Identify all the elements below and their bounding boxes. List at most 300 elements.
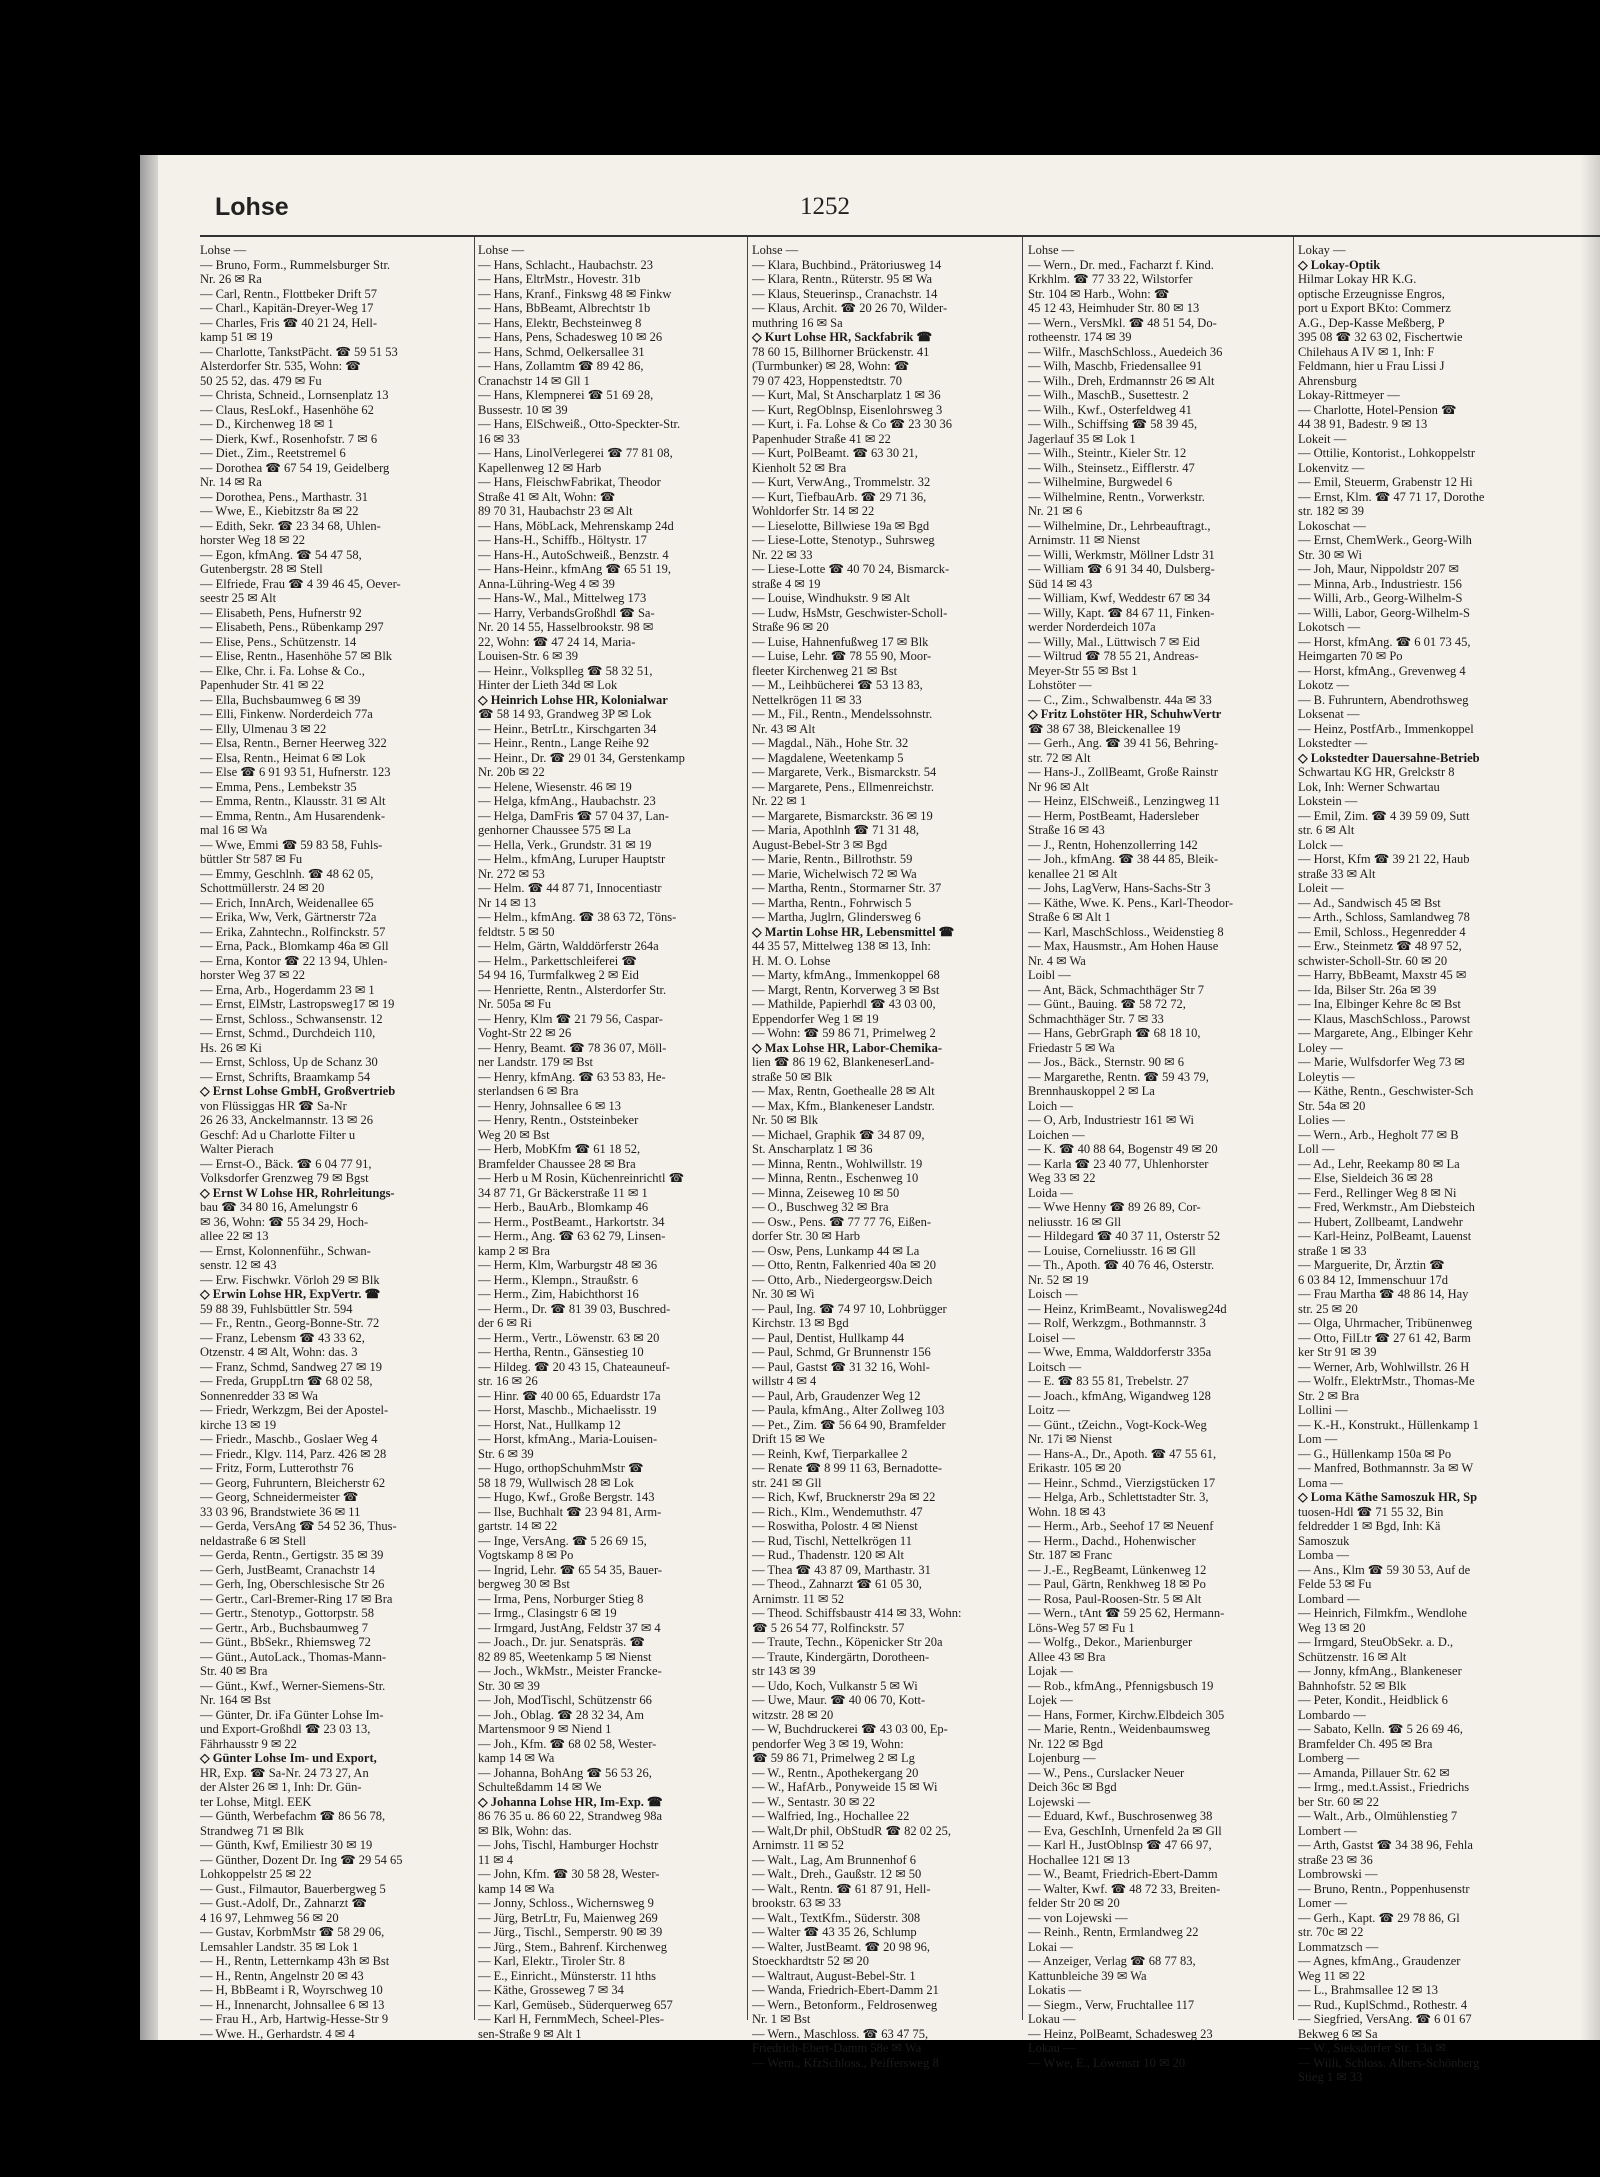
- directory-entry: — Heinrich, Filmkfm., Wendlohe: [1298, 1606, 1467, 1620]
- directory-entry: — Henry, Johnsallee 6 ✉ 13: [478, 1098, 621, 1113]
- directory-entry: — Herm., Ang. ☎ 63 62 79, Linsen-: [478, 1229, 666, 1243]
- directory-entry: Nr. 20 14 55, Hasselbrookstr. 98 ✉: [478, 620, 654, 634]
- directory-entry: str. 241 ✉ Gll: [752, 1475, 822, 1490]
- directory-entry: — William ☎ 6 91 34 40, Dulsberg-: [1028, 562, 1215, 576]
- directory-entry: 26 26 33, Anckelmannstr. 13 ✉ 26: [200, 1113, 373, 1127]
- directory-entry: — Klaus, Archit. ☎ 20 26 70, Wilder-: [752, 301, 948, 315]
- directory-entry: — Willi, Labor, Georg-Wilhelm-S: [1298, 605, 1470, 620]
- directory-entry: — Rob., kfmAng., Pfennigsbusch 19: [1028, 1678, 1214, 1693]
- directory-entry: — Joh, ModTischl, Schützenstr 66: [478, 1693, 652, 1707]
- directory-entry: — Magdalene, Weetenkamp 5: [752, 750, 904, 765]
- directory-entry: — Freda, GruppLtrn ☎ 68 02 58,: [200, 1374, 373, 1388]
- directory-entry: — Erw., Steinmetz ☎ 48 97 52,: [1298, 939, 1462, 953]
- directory-entry: ☎ 38 67 38, Bleickenallee 19: [1028, 721, 1181, 736]
- directory-entry: Nr. 17i ✉ Nienst: [1028, 1432, 1113, 1446]
- directory-entry: — Wilhelmine, Burgwedel 6: [1028, 475, 1173, 489]
- directory-entry: Gutenbergstr. 28 ✉ Stell: [200, 562, 323, 576]
- directory-entry: Str. 6 ✉ 39: [478, 1446, 534, 1461]
- surname-heading: Lokoschat —: [1298, 518, 1366, 533]
- directory-entry: — Hans, LinolVerlegerei ☎ 77 81 08,: [478, 446, 673, 460]
- directory-entry: — Elly, Ulmenau 3 ✉ 22: [200, 721, 327, 736]
- directory-entry: Nr. 122 ✉ Bgd: [1028, 1736, 1104, 1751]
- directory-entry: — Gertr., Carl-Bremer-Ring 17 ✉ Bra: [200, 1591, 393, 1606]
- directory-entry: — Waltraut, August-Bebel-Str. 1: [752, 1968, 916, 1983]
- directory-entry: Nr. 43 ✉ Alt: [752, 721, 816, 736]
- directory-entry: straße 1 ✉ 33: [1298, 1243, 1367, 1258]
- directory-entry: — Walter ☎ 43 35 26, Schlump: [752, 1925, 917, 1939]
- directory-entry: — Kurt, i. Fa. Lohse & Co ☎ 23 30 36: [752, 417, 952, 431]
- directory-entry: Fährhausstr 9 ✉ 22: [200, 1736, 297, 1751]
- directory-entry: Nr. 21 ✉ 6: [1028, 504, 1083, 518]
- directory-entry: Str. 40 ✉ Bra: [200, 1664, 268, 1678]
- directory-entry: — Günth, Werbefachm ☎ 86 56 78,: [200, 1809, 386, 1823]
- directory-entry: — Traute, Techn., Köpenicker Str 20a: [752, 1635, 943, 1649]
- directory-entry: — Else, Sieldeich 36 ✉ 28: [1298, 1171, 1433, 1185]
- directory-entry: — Friedr, Werkzgm, Bei der Apostel-: [200, 1403, 389, 1417]
- directory-entry: Meyer-Str 55 ✉ Bst 1: [1028, 663, 1138, 678]
- directory-entry: fleeter Kirchenweg 21 ✉ Bst: [752, 663, 898, 678]
- directory-entry: 395 08 ☎ 32 63 02, Fischertwie: [1298, 330, 1463, 344]
- directory-entry: — Elsa, Rentn., Berner Heerweg 322: [200, 736, 387, 750]
- directory-entry: — Käthe, Rentn., Geschwister-Sch: [1298, 1084, 1474, 1098]
- running-title: Lohse: [215, 193, 289, 221]
- directory-entry: — Franz, Lebensm ☎ 43 33 62,: [200, 1330, 365, 1345]
- directory-entry: — Theod. Schiffsbaustr 414 ✉ 33, Wohn:: [752, 1606, 962, 1620]
- directory-entry: pendorfer Weg 3 ✉ 19, Wohn:: [752, 1736, 904, 1751]
- directory-entry: — Hans, FleischwFabrikat, Theodor: [478, 475, 661, 489]
- directory-entry: — Paul, Gärtn, Renkhweg 18 ✉ Po: [1028, 1577, 1206, 1591]
- directory-entry: brookstr. 63 ✉ 33: [752, 1896, 841, 1910]
- directory-entry: — Hildeg. ☎ 20 43 15, Chateauneuf-: [478, 1359, 670, 1374]
- directory-entry: — Renate ☎ 8 99 11 63, Bernadotte-: [752, 1461, 943, 1475]
- directory-entry: ☎ 58 14 93, Grandweg 3P ✉ Lok: [478, 707, 652, 721]
- directory-entry: — L., Brahmsallee 12 ✉ 13: [1298, 1983, 1438, 1997]
- directory-entry: Felde 53 ✉ Fu: [1298, 1577, 1372, 1591]
- directory-entry: — Wolfg., Dekor., Marienburger: [1028, 1635, 1193, 1649]
- directory-entry: ✉ 36, Wohn: ☎ 55 34 29, Hoch-: [200, 1214, 369, 1229]
- directory-entry: — Walt., Arb., Olmühlenstieg 7: [1298, 1809, 1458, 1823]
- directory-entry: — Ad., Sandwisch 45 ✉ Bst: [1298, 895, 1441, 910]
- directory-entry: Str. 54a ✉ 20: [1298, 1098, 1366, 1113]
- directory-entry: Kirchstr. 13 ✉ Bgd: [752, 1316, 849, 1330]
- directory-entry: — Käthe, Wwe. K. Pens., Karl-Theodor-: [1028, 895, 1234, 910]
- directory-entry: — Hans-W., Mal., Mittelweg 173: [478, 591, 647, 605]
- directory-entry: str. 70c ✉ 22: [1298, 1925, 1364, 1939]
- directory-entry: kamp 2 ✉ Bra: [478, 1243, 550, 1258]
- directory-entry: Schulteßdamm 14 ✉ We: [478, 1780, 602, 1794]
- surname-heading: Loksenat —: [1298, 707, 1360, 721]
- directory-entry: — Eva, GeschInh, Urnenfeld 2a ✉ Gll: [1028, 1823, 1222, 1838]
- directory-entry: ter Lohse, Mitgl. EEK: [200, 1794, 312, 1809]
- directory-entry: — Hans, Kranf., Finkswg 48 ✉ Finkw: [478, 286, 672, 301]
- directory-entry: Chilehaus A IV ✉ 1, Inh: F: [1298, 344, 1435, 359]
- directory-entry: — Georg, Fuhruntern, Bleicherstr 62: [200, 1475, 386, 1490]
- directory-entry: kamp 51 ✉ 19: [200, 330, 273, 344]
- directory-entry: — Walter, JustBeamt. ☎ 20 98 96,: [752, 1939, 931, 1954]
- surname-heading: Lokotsch —: [1298, 620, 1361, 634]
- directory-entry: — Wilhelmine, Rentn., Vorwerkstr.: [1028, 489, 1205, 504]
- directory-entry: — Hans-Heinr., kfmAng ☎ 65 51 19,: [478, 562, 671, 576]
- directory-entry: — Herb, MobKfm ☎ 61 18 52,: [478, 1142, 641, 1156]
- directory-entry: — Martha, Juglrn, Glindersweg 6: [752, 910, 921, 924]
- directory-entry: optische Erzeugnisse Engros,: [1298, 286, 1445, 301]
- directory-entry: Nr. 22 ✉ 1: [752, 794, 807, 808]
- directory-entry: — Max, Rentn, Goethealle 28 ✉ Alt: [752, 1084, 935, 1098]
- directory-entry: — Lieselotte, Billwiese 19a ✉ Bgd: [752, 518, 930, 533]
- directory-entry: — Rich, Kwf, Brucknerstr 29a ✉ 22: [752, 1490, 936, 1504]
- directory-entry: — E. ☎ 83 55 81, Trebelstr. 27: [1028, 1374, 1189, 1388]
- directory-entry: — Herm., Arb., Seehof 17 ✉ Neuenf: [1028, 1519, 1214, 1533]
- directory-entry: — Irma, Pens, Norburger Stieg 8: [478, 1591, 644, 1606]
- directory-entry: Weg 20 ✉ Bst: [478, 1127, 550, 1142]
- directory-entry: — Gerda, VersAng ☎ 54 52 36, Thus-: [200, 1519, 397, 1533]
- directory-entry: — Hans, Former, Kirchw.Elbdeich 305: [1028, 1707, 1225, 1722]
- directory-entry: Hochallee 121 ✉ 13: [1028, 1852, 1130, 1867]
- directory-entry: — Peter, Kondit., Heidblick 6: [1298, 1693, 1448, 1707]
- directory-entry: 50 25 52, das. 479 ✉ Fu: [200, 373, 322, 388]
- surname-heading: Lokstedter —: [1298, 736, 1368, 750]
- directory-entry: — Charlotte, Hotel-Pension ☎: [1298, 402, 1457, 417]
- directory-entry: str. 6 ✉ Alt: [1298, 823, 1355, 837]
- directory-entry: — Dorothea ☎ 67 54 19, Geidelberg: [200, 460, 390, 475]
- directory-entry: Lohkoppelstr 25 ✉ 22: [200, 1867, 312, 1881]
- directory-entry: — Herb u M Rosin, Küchenreinrichtl ☎: [478, 1171, 685, 1185]
- directory-entry: Nr 96 ✉ Alt: [1028, 779, 1089, 794]
- directory-entry: — Elise, Pens., Schützenstr. 14: [200, 634, 357, 649]
- directory-entry: — Helm., kfmAng. ☎ 38 63 72, Töns-: [478, 910, 677, 924]
- surname-heading: Lojek —: [1028, 1693, 1073, 1707]
- directory-entry: — W., HafArb., Ponyweide 15 ✉ Wi: [752, 1780, 938, 1794]
- directory-entry: — Elisabeth, Pens, Hufnerstr 92: [200, 605, 362, 620]
- directory-entry: — Else ☎ 6 91 93 51, Hufnerstr. 123: [200, 765, 391, 779]
- directory-entry: — O., Buschweg 32 ✉ Bra: [752, 1200, 889, 1214]
- directory-entry: — Marie, Wichelwisch 72 ✉ Wa: [752, 866, 917, 881]
- directory-entry: — Hans, EltrMstr., Hovestr. 31b: [478, 272, 641, 286]
- directory-entry: Feldmann, hier u Frau Lissi J: [1298, 359, 1445, 373]
- directory-entry: Löns-Weg 57 ✉ Fu 1: [1028, 1620, 1135, 1635]
- directory-entry: — Walt,Dr phil, ObStudR ☎ 82 02 25,: [752, 1823, 952, 1838]
- directory-entry: — Charl., Kapitän-Dreyer-Weg 17: [200, 301, 374, 315]
- directory-entry: ◇ Martin Lohse HR, Lebensmittel ☎: [752, 924, 955, 939]
- directory-entry: — W., Rentn., Apothekergang 20: [752, 1765, 919, 1780]
- directory-entry: — Kurt, TiefbauArb. ☎ 29 71 36,: [752, 489, 927, 504]
- directory-entry: — Klara, Buchbind., Prätoriusweg 14: [752, 257, 942, 272]
- directory-entry: — Diet., Zim., Reetstremel 6: [200, 446, 346, 460]
- surname-heading: Lojewski —: [1028, 1794, 1091, 1809]
- directory-entry: — Luise, Hahnenfußweg 17 ✉ Blk: [752, 634, 929, 649]
- directory-entry: — Erich, InnArch, Weidenallee 65: [200, 895, 374, 910]
- directory-entry: — H., Innenarcht, Johnsallee 6 ✉ 13: [200, 1997, 385, 2012]
- column-5: [1298, 243, 1598, 2084]
- directory-entry: — Marie, Rentn., Weidenbaumsweg: [1028, 1722, 1211, 1736]
- directory-entry: Voght-Str 22 ✉ 26: [478, 1026, 572, 1040]
- directory-entry: — Kurt, Mal, St Anscharplatz 1 ✉ 36: [752, 388, 941, 402]
- surname-heading: Lombardo —: [1298, 1707, 1366, 1722]
- directory-entry: — Jürg, BetrLtr, Fu, Maienweg 269: [478, 1910, 658, 1925]
- directory-entry: — Emma, Rentn., Klausstr. 31 ✉ Alt: [200, 794, 386, 808]
- directory-entry: — Charles, Fris ☎ 40 21 24, Hell-: [200, 315, 378, 330]
- directory-entry: — Hans, MöbLack, Mehrenskamp 24d: [478, 518, 674, 533]
- directory-entry: — Anzeiger, Verlag ☎ 68 77 83,: [1028, 1954, 1196, 1968]
- directory-entry: ◇ Ernst W Lohse HR, Rohrleitungs-: [200, 1185, 395, 1200]
- directory-entry: — M., Leihbücherei ☎ 53 13 83,: [752, 678, 923, 692]
- directory-entry: Nr. 505a ✉ Fu: [478, 997, 551, 1011]
- directory-entry: — W., Pens., Curslacker Neuer: [1028, 1765, 1185, 1780]
- surname-heading: Loich —: [1028, 1098, 1073, 1113]
- directory-entry: Süd 14 ✉ 43: [1028, 576, 1093, 591]
- directory-entry: — Heinr., BetrLtr., Kirschgarten 34: [478, 721, 657, 736]
- directory-entry: — Helene, Wiesenstr. 46 ✉ 19: [478, 779, 632, 794]
- directory-entry: — Klara, Rentn., Rüterstr. 95 ✉ Wa: [752, 272, 933, 286]
- directory-entry: — Horst, Nat., Hullkamp 12: [478, 1417, 621, 1432]
- directory-entry: — Frau Martha ☎ 48 86 14, Hay: [1298, 1287, 1469, 1301]
- directory-entry: — Johs, Tischl, Hamburger Hochstr: [478, 1838, 659, 1852]
- directory-entry: — Erna, Kontor ☎ 22 13 94, Uhlen-: [200, 953, 388, 968]
- directory-entry: — Ernst, ElMstr, Lastropsweg17 ✉ 19: [200, 997, 395, 1011]
- directory-entry: Papenhuder Str. 41 ✉ 22: [200, 678, 325, 692]
- directory-entry: — Gustav, KorbmMstr ☎ 58 29 06,: [200, 1925, 385, 1939]
- directory-entry: — Arth., Schloss, Samlandweg 78: [1298, 910, 1470, 924]
- directory-entry: witzstr. 28 ✉ 20: [752, 1707, 834, 1722]
- directory-entry: — Otto, Arb., Niedergeorgsw.Deich: [752, 1272, 933, 1287]
- directory-entry: Str. 30 ✉ Wi: [1298, 547, 1362, 562]
- directory-entry: — Ernst, Schloss, Up de Schanz 30: [200, 1055, 378, 1069]
- directory-page: [140, 155, 1600, 2084]
- directory-entry: — Jonny, Schloss., Wichernsweg 9: [478, 1896, 654, 1910]
- directory-entry: — Heinr., Schmd., Vierzigstücken 17: [1028, 1475, 1216, 1490]
- directory-entry: 6 03 84 12, Immenschuur 17d: [1298, 1272, 1448, 1287]
- directory-entry: — Paul, Dentist, Hullkamp 44: [752, 1330, 905, 1345]
- directory-entry: felder Str 20 ✉ 20: [1028, 1896, 1120, 1910]
- directory-entry: neliusstr. 16 ✉ Gll: [1028, 1214, 1122, 1229]
- directory-entry: 54 94 16, Turmfalkweg 2 ✉ Eid: [478, 968, 639, 982]
- directory-entry: Bramfelder Chaussee 28 ✉ Bra: [478, 1156, 636, 1171]
- column-divider: [1022, 237, 1023, 2020]
- directory-entry: — Joh., Oblag. ☎ 28 32 34, Am: [478, 1707, 644, 1722]
- directory-entry: — Willi, Arb., Georg-Wilhelm-S: [1298, 591, 1463, 605]
- directory-entry: Drift 15 ✉ We: [752, 1432, 825, 1446]
- directory-entry: Schottmüllerstr. 24 ✉ 20: [200, 881, 325, 895]
- directory-entry: — Willi, Schloss. Albers-Schönberg: [1298, 2055, 1480, 2070]
- surname-heading: Lohse —: [752, 243, 799, 257]
- directory-entry: — Ernst, Klm. ☎ 47 71 17, Dorothe: [1298, 489, 1485, 504]
- directory-entry: — B. Fuhruntern, Abendrothsweg: [1298, 692, 1469, 707]
- directory-entry: — Minna, Zeiseweg 10 ✉ 50: [752, 1185, 900, 1200]
- surname-heading: Lokai —: [1028, 1939, 1073, 1954]
- directory-entry: Samoszuk: [1298, 1533, 1350, 1548]
- directory-entry: — Wanda, Friedrich-Ebert-Damm 21: [752, 1983, 939, 1997]
- page-header: [215, 193, 1600, 227]
- directory-entry: — Wilhelmine, Dr., Lehrbeauftragt.,: [1028, 518, 1211, 533]
- directory-entry: Geschf: Ad u Charlotte Filter u: [200, 1127, 356, 1142]
- directory-entry: — Magdal., Näh., Hohe Str. 32: [752, 736, 909, 750]
- directory-entry: str. 16 ✉ 26: [478, 1374, 538, 1388]
- directory-entry: — Hans, ElSchweiß., Otto-Speckter-Str.: [478, 417, 681, 431]
- directory-entry: — Erika, Ww, Verk, Gärtnerstr 72a: [200, 910, 377, 924]
- directory-entry: — Hans, Klempnerei ☎ 51 69 28,: [478, 388, 654, 402]
- directory-entry: horster Weg 18 ✉ 22: [200, 533, 306, 547]
- directory-entry: — Luise, Lehr. ☎ 78 55 90, Moor-: [752, 649, 932, 663]
- directory-entry: Bussestr. 10 ✉ 39: [478, 402, 568, 417]
- surname-heading: Lolies —: [1298, 1113, 1345, 1127]
- surname-heading: Lokenvitz —: [1298, 460, 1365, 475]
- directory-entry: — Wwe, Emma, Walddorferstr 335a: [1028, 1345, 1212, 1359]
- directory-entry: kamp 14 ✉ Wa: [478, 1881, 555, 1896]
- directory-entry: — Minna, Arb., Industriestr. 156: [1298, 576, 1462, 591]
- directory-entry: — Wilh., Steinsetz., Eifflerstr. 47: [1028, 460, 1195, 475]
- directory-entry: — W, Buchdruckerei ☎ 43 03 00, Ep-: [752, 1722, 948, 1736]
- directory-entry: 82 89 85, Weetenkamp 5 ✉ Nienst: [478, 1649, 652, 1664]
- directory-entry: — Michael, Graphik ☎ 34 87 09,: [752, 1127, 925, 1142]
- directory-entry: — Helm., Parkettschleiferei ☎: [478, 953, 637, 968]
- directory-entry: — Herm., Dr. ☎ 81 39 03, Buschred-: [478, 1301, 671, 1316]
- directory-entry: Bekweg 6 ✉ Sa: [1298, 2026, 1378, 2041]
- surname-heading: Lojak —: [1028, 1664, 1073, 1678]
- surname-heading: Lokstein —: [1298, 794, 1358, 808]
- directory-entry: ◇ Erwin Lohse HR, ExpVertr. ☎: [200, 1287, 381, 1301]
- directory-entry: — Gertr., Arb., Buchsbaumweg 7: [200, 1620, 369, 1635]
- directory-entry: Weg 33 ✉ 22: [1028, 1171, 1096, 1185]
- directory-entry: — Günt., Kwf., Werner-Siemens-Str.: [200, 1678, 386, 1693]
- directory-entry: — Hertha, Rentn., Gänsestieg 10: [478, 1345, 644, 1359]
- directory-entry: — Willi, Werkmstr, Möllner Ldstr 31: [1028, 547, 1215, 562]
- directory-entry: — Rolf, Werkzgm., Bothmannstr. 3: [1028, 1316, 1206, 1330]
- directory-entry: Hs. 26 ✉ Ki: [200, 1040, 262, 1055]
- directory-entry: — Herm., Vertr., Löwenstr. 63 ✉ 20: [478, 1330, 660, 1345]
- directory-entry: — Emma, Pens., Lembekstr 35: [200, 779, 357, 794]
- directory-entry: Schwartau KG HR, Grelckstr 8: [1298, 765, 1455, 779]
- directory-entry: ☎ 59 86 71, Primelweg 2 ✉ Lg: [752, 1751, 915, 1765]
- surname-heading: Loida —: [1028, 1185, 1073, 1200]
- directory-entry: ◇ Loma Käthe Samoszuk HR, Sp: [1298, 1490, 1478, 1504]
- directory-entry: Str. 30 ✉ 39: [478, 1678, 540, 1693]
- directory-entry: — J., Rentn, Hohenzollerring 142: [1028, 837, 1198, 852]
- directory-entry: — John, Kfm. ☎ 30 58 28, Wester-: [478, 1867, 660, 1881]
- directory-entry: — Wilh., Steintr., Kieler Str. 12: [1028, 446, 1187, 460]
- directory-entry: — Osw, Pens, Lunkamp 44 ✉ La: [752, 1243, 920, 1258]
- surname-heading: Loleit —: [1298, 881, 1344, 895]
- directory-entry: — Gust., Filmautor, Bauerbergweg 5: [200, 1881, 386, 1896]
- directory-entry: von Flüssiggas HR ☎ Sa-Nr: [200, 1098, 347, 1113]
- column-3: [752, 243, 1014, 2070]
- directory-entry: — Günt., AutoLack., Thomas-Mann-: [200, 1649, 387, 1664]
- directory-entry: — Karl, Gemüseb., Süderquerweg 657: [478, 1997, 673, 2012]
- directory-entry: — Ina, Elbinger Kehre 8c ✉ Bst: [1298, 997, 1461, 1011]
- surname-heading: Loisel —: [1028, 1330, 1075, 1345]
- directory-entry: Kienholt 52 ✉ Bra: [752, 460, 847, 475]
- directory-entry: Eppendorfer Weg 1 ✉ 19: [752, 1011, 879, 1026]
- directory-entry: — Walt., Dreh., Gaußstr. 12 ✉ 50: [752, 1867, 922, 1881]
- directory-entry: — Henry, kfmAng. ☎ 63 53 83, He-: [478, 1069, 666, 1084]
- directory-entry: — Hans, Elektr, Bechsteinweg 8: [478, 315, 642, 330]
- directory-entry: — Ernst, Schmd., Durchdeich 110,: [200, 1026, 376, 1040]
- directory-entry: — Ida, Bilser Str. 26a ✉ 39: [1298, 982, 1437, 997]
- directory-entry: — Irmgard, JustAng, Feldstr 37 ✉ 4: [478, 1620, 661, 1635]
- directory-entry: Bahnhofstr. 52 ✉ Blk: [1298, 1678, 1407, 1693]
- directory-entry: — Joach., kfmAng, Wigandweg 128: [1028, 1388, 1211, 1403]
- directory-entry: — Wilh., Schiffsing ☎ 58 39 45,: [1028, 417, 1198, 431]
- directory-entry: Str. 2 ✉ Bra: [1298, 1388, 1360, 1403]
- directory-entry: Hinter der Lieth 34d ✉ Lok: [478, 678, 618, 692]
- directory-entry: str 143 ✉ 39: [752, 1664, 816, 1678]
- directory-entry: — Horst, kfmAng., Grevenweg 4: [1298, 663, 1466, 678]
- surname-heading: Loll —: [1298, 1142, 1335, 1156]
- directory-entry: — Kurt, VerwAng., Trommelstr. 32: [752, 475, 931, 489]
- directory-entry: Brennhauskoppel 2 ✉ La: [1028, 1084, 1155, 1098]
- directory-entry: dorfer Str. 30 ✉ Harb: [752, 1229, 861, 1243]
- directory-entry: feldredder 1 ✉ Bgd, Inh: Kä: [1298, 1519, 1441, 1533]
- directory-entry: — Maria, Apothlnh ☎ 71 31 48,: [752, 823, 919, 837]
- directory-entry: — Klaus, Steuerinsp., Cranachstr. 14: [752, 286, 938, 301]
- directory-entry: — Liese-Lotte ☎ 40 70 24, Bismarck-: [752, 562, 950, 576]
- directory-entry: Nr. 26 ✉ Ra: [200, 272, 262, 286]
- surname-heading: Lomberg —: [1298, 1751, 1360, 1765]
- directory-entry: Nr. 22 ✉ 33: [752, 547, 813, 562]
- directory-entry: — Wern., Arb., Hegholt 77 ✉ B: [1298, 1127, 1459, 1142]
- directory-entry: — Minna, Rentn., Wohlwillstr. 19: [752, 1156, 923, 1171]
- directory-entry: Nr. 272 ✉ 53: [478, 866, 545, 881]
- directory-entry: — Ferd., Rellinger Weg 8 ✉ Ni: [1298, 1185, 1457, 1200]
- directory-entry: A.G., Dep-Kasse Meßberg, P: [1298, 315, 1445, 330]
- directory-entry: Kattunbleiche 39 ✉ Wa: [1028, 1968, 1147, 1983]
- surname-heading: Lokatis —: [1028, 1983, 1082, 1997]
- directory-entry: 89 70 31, Haubachstr 23 ✉ Alt: [478, 504, 633, 518]
- directory-entry: muthring 16 ✉ Sa: [752, 315, 843, 330]
- directory-entry: — Gust.-Adolf, Dr., Zahnarzt ☎: [200, 1896, 367, 1910]
- directory-entry: — von Lojewski —: [1028, 1910, 1128, 1925]
- directory-entry: — Wern., Betonform., Feldrosenweg: [752, 1997, 938, 2012]
- directory-entry: Allee 43 ✉ Bra: [1028, 1649, 1106, 1664]
- directory-entry: — Pet., Zim. ☎ 56 64 90, Bramfelder: [752, 1417, 946, 1432]
- directory-entry: port u Export BKto: Commerz: [1298, 301, 1451, 315]
- directory-entry: — Karl H, FernmMech, Scheel-Ples-: [478, 2012, 665, 2026]
- directory-entry: — Ella, Buchsbaumweg 6 ✉ 39: [200, 692, 361, 707]
- directory-entry: Nettelkrögen 11 ✉ 33: [752, 692, 862, 707]
- directory-entry: — Erna, Pack., Blomkamp 46a ✉ Gll: [200, 939, 389, 953]
- directory-entry: — Egon, kfmAng. ☎ 54 47 58,: [200, 547, 362, 562]
- surname-heading: Loma —: [1298, 1475, 1343, 1490]
- directory-entry: Strandweg 71 ✉ Blk: [200, 1823, 304, 1838]
- directory-entry: — Hans, Pens, Schadesweg 10 ✉ 26: [478, 330, 663, 344]
- directory-entry: ber Str. 60 ✉ 22: [1298, 1794, 1379, 1809]
- directory-entry: — Willy, Kapt. ☎ 84 67 11, Finken-: [1028, 605, 1215, 620]
- directory-entry: — Roswitha, Polostr. 4 ✉ Nienst: [752, 1519, 918, 1533]
- directory-entry: — Käthe, Grosseweg 7 ✉ 34: [478, 1983, 624, 1997]
- directory-entry: mal 16 ✉ Wa: [200, 823, 268, 837]
- directory-entry: — Joach., Dr. jur. Senatspräs. ☎: [478, 1635, 645, 1649]
- directory-entry: — Walt., Rentn. ☎ 61 87 91, Hell-: [752, 1881, 931, 1896]
- directory-entry: Hilmar Lokay HR K.G.: [1298, 272, 1417, 286]
- directory-entry: Papenhuder Straße 41 ✉ 22: [752, 431, 891, 446]
- directory-entry: — Th., Apoth. ☎ 40 76 46, Osterstr.: [1028, 1258, 1215, 1272]
- directory-entry: — Christa, Schneid., Lornsenplatz 13: [200, 388, 389, 402]
- directory-entry: — Margt, Rentn, Korverweg 3 ✉ Bst: [752, 982, 940, 997]
- directory-entry: — Udo, Koch, Vulkanstr 5 ✉ Wi: [752, 1678, 918, 1693]
- surname-heading: Lommatzsch —: [1298, 1939, 1379, 1954]
- directory-entry: — O, Arb, Industriestr 161 ✉ Wi: [1028, 1113, 1194, 1127]
- directory-entry: — Elisabeth, Pens., Rübenkamp 297: [200, 620, 384, 634]
- directory-entry: — Wilh., Kwf., Osterfeldweg 41: [1028, 402, 1192, 417]
- directory-entry: — Georg, Schneidermeister ☎: [200, 1490, 359, 1504]
- directory-entry: Nr. 4 ✉ Wa: [1028, 953, 1086, 968]
- directory-entry: — Hugo, Kwf., Große Bergstr. 143: [478, 1490, 655, 1504]
- directory-entry: — Amanda, Pillauer Str. 62 ✉: [1298, 1765, 1450, 1780]
- directory-entry: tuosen-Hdl ☎ 71 55 32, Bin: [1298, 1504, 1444, 1519]
- directory-entry: — Irmg., Clasingstr 6 ✉ 19: [478, 1606, 617, 1620]
- directory-entry: — Erw. Fischwkr. Vörloh 29 ✉ Blk: [200, 1272, 380, 1287]
- directory-entry: — G., Hüllenkamp 150a ✉ Po: [1298, 1446, 1452, 1461]
- column-1: [200, 243, 470, 2041]
